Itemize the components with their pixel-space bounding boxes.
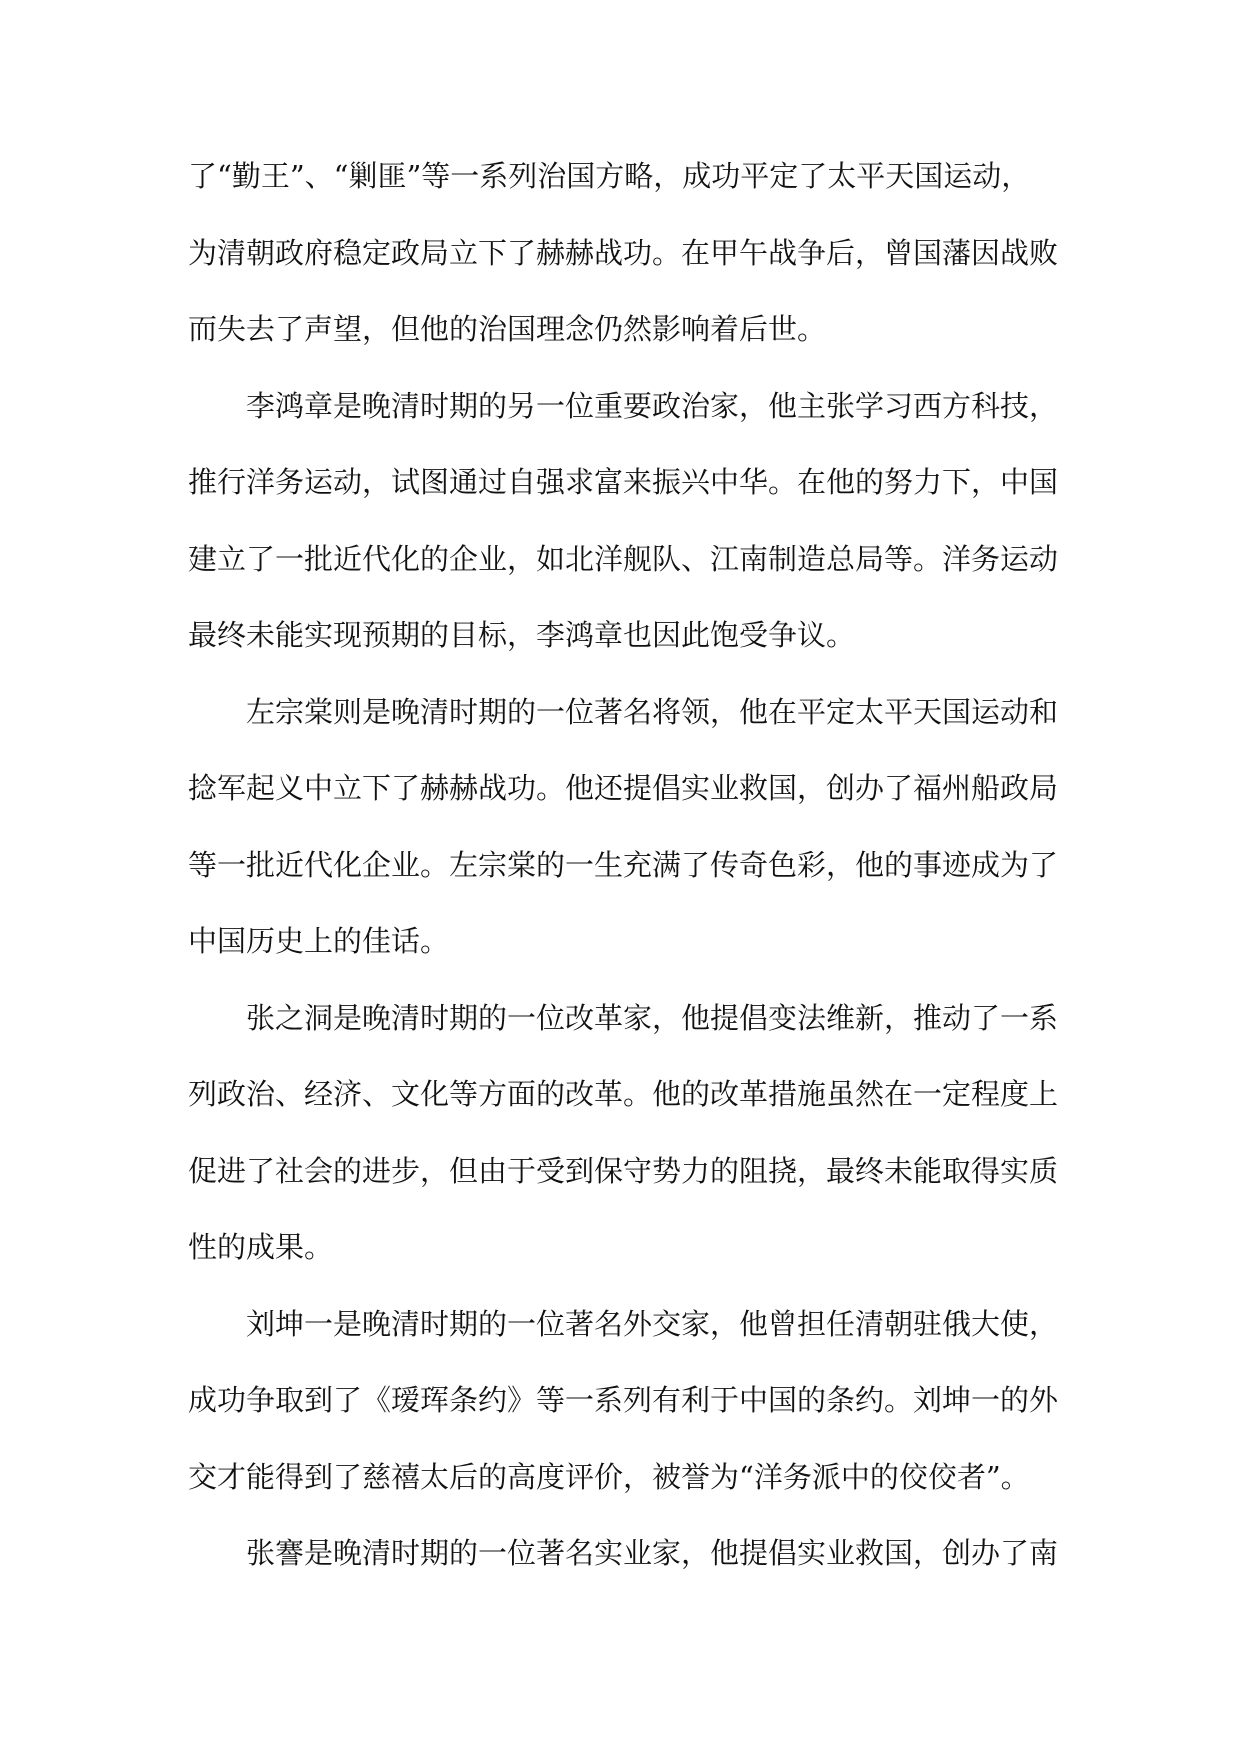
paragraph-zuo-zongtang — [188, 674, 1058, 980]
text-line: 张之洞是晚清时期的一位改革家，他提倡变法维新，推动了一系 — [246, 1000, 1059, 1035]
text-line: 等一批近代化企业。左宗棠的一生充满了传奇色彩，他的事迹成为了 — [188, 847, 1059, 882]
text-line: 为清朝政府稳定政局立下了赫赫战功。在甲午战争后，曾国藩因战败 — [188, 235, 1059, 270]
text-line: 建立了一批近代化的企业，如北洋舰队、江南制造总局等。洋务运动 — [188, 541, 1059, 576]
paragraph-zhang-zhidong — [188, 980, 1058, 1286]
text-line: 李鸿章是晚清时期的另一位重要政治家，他主张学习西方科技， — [246, 388, 1059, 423]
text-line: 推行洋务运动，试图通过自强求富来振兴中华。在他的努力下，中国 — [188, 465, 1059, 499]
text-line: 而失去了声望，但他的治国理念仍然影响着后世。 — [188, 312, 827, 346]
paragraph-li-hongzhang — [188, 368, 1058, 674]
text-line: 了“勤王”、“剿匪”等一系列治国方略，成功平定了太平天国运动， — [188, 159, 1031, 193]
text-line: 中国历史上的佳话。 — [188, 924, 450, 958]
text-line: 列政治、经济、文化等方面的改革。他的改革措施虽然在一定程度上 — [188, 1077, 1059, 1111]
paragraph-liu-kunyi — [188, 1286, 1058, 1516]
paragraph-zhang-jian — [188, 1515, 1058, 1592]
text-line: 促进了社会的进步，但由于受到保守势力的阻挠，最终未能取得实质 — [188, 1153, 1059, 1188]
text-line: 左宗棠则是晚清时期的一位著名将领，他在平定太平天国运动和 — [246, 694, 1059, 729]
text-line: 交才能得到了慈禧太后的高度评价，被誉为“洋务派中的佼佼者”。 — [188, 1459, 1030, 1494]
text-line: 最终未能实现预期的目标，李鸿章也因此饱受争议。 — [188, 618, 856, 652]
text-line: 张謇是晚清时期的一位著名实业家，他提倡实业救国，创办了南 — [246, 1536, 1059, 1570]
text-line: 捻军起义中立下了赫赫战功。他还提倡实业救国，创办了福州船政局 — [188, 771, 1059, 805]
text-line: 成功争取到了《瑷珲条约》等一系列有利于中国的条约。刘坤一的外 — [188, 1383, 1059, 1417]
text-line: 性的成果。 — [188, 1230, 334, 1264]
body-text — [188, 138, 1058, 1592]
paragraph-zeng-guofan-continued — [188, 138, 1058, 368]
text-line: 刘坤一是晚清时期的一位著名外交家，他曾担任清朝驻俄大使， — [246, 1306, 1059, 1341]
